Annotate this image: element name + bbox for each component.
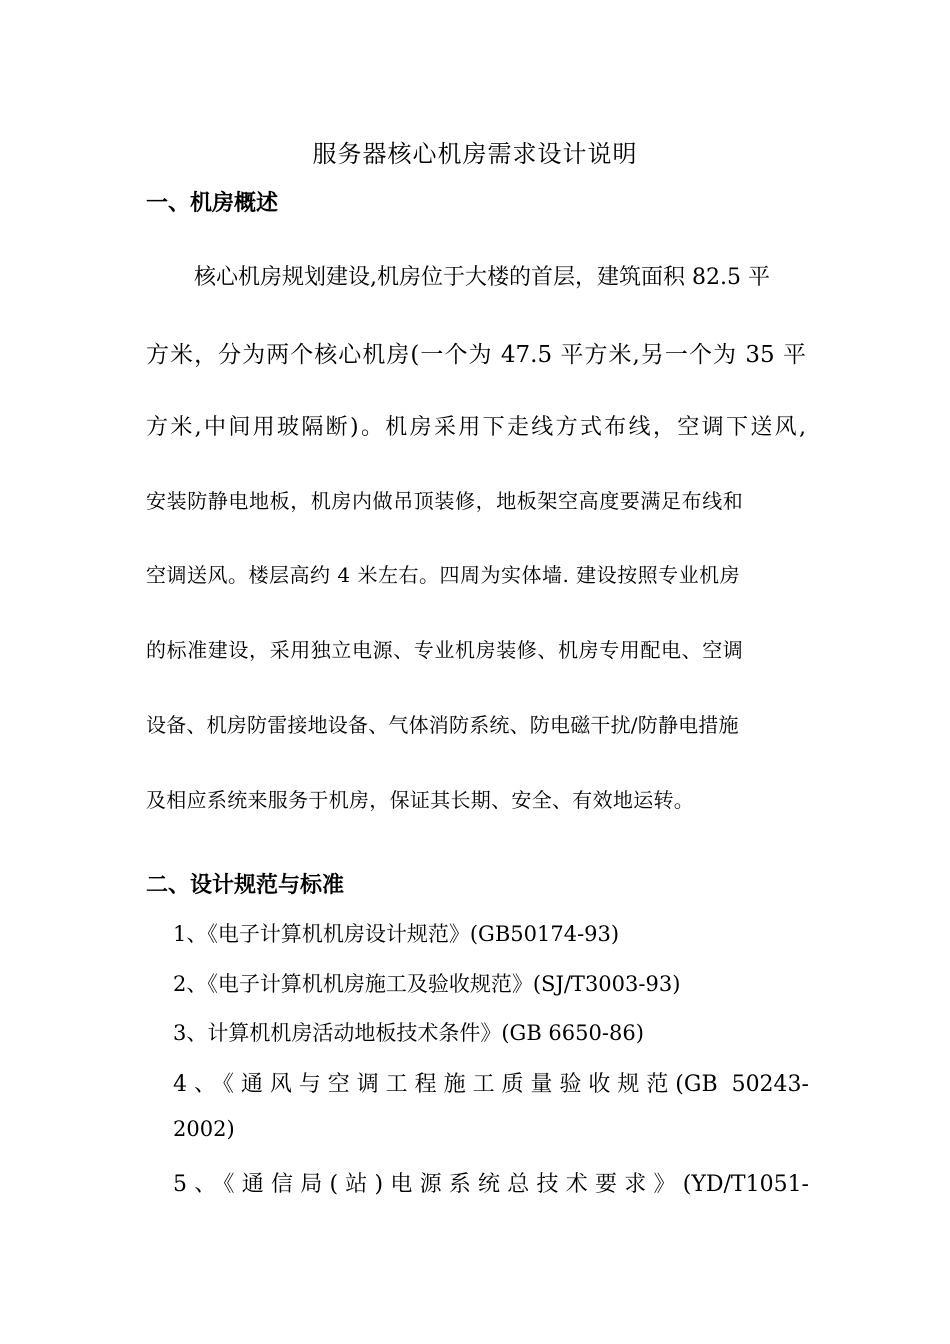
paragraph-line: 核心机房规划建设,机房位于大楼的首层，建筑面积 82.5 平 — [194, 265, 770, 290]
standard-list-item: 4、《通风与空调工程施工质量验收规范(GB 50243- — [173, 1072, 809, 1097]
document-title: 服务器核心机房需求设计说明 — [312, 140, 638, 168]
paragraph-line: 安装防静电地板，机房内做吊顶装修，地板架空高度要满足布线和 — [146, 489, 744, 513]
standard-list-item: 1、《电子计算机机房设计规范》(GB50174-93) — [173, 922, 620, 946]
section-heading-overview: 一、机房概述 — [146, 191, 279, 216]
section-heading-standards: 二、设计规范与标准 — [146, 873, 345, 898]
standard-list-item-continuation: 2002) — [173, 1117, 235, 1141]
paragraph-line: 方米,中间用玻隔断)。机房采用下走线方式布线，空调下送风, — [146, 415, 806, 440]
standard-list-item: 5、《通信局(站)电源系统总技术要求》(YD/T1051- — [173, 1172, 809, 1197]
paragraph-line: 空调送风。楼层高约 4 米左右。四周为实体墙. 建设按照专业机房 — [146, 563, 741, 587]
standard-list-item: 3、计算机机房活动地板技术条件》(GB 6650-86) — [173, 1021, 644, 1045]
paragraph-line: 设备、机房防雷接地设备、气体消防系统、防电磁干扰/防静电措施 — [146, 713, 739, 737]
paragraph-line: 方米，分为两个核心机房(一个为 47.5 平方米,另一个为 35 平 — [146, 342, 806, 368]
paragraph-line: 的标准建设，采用独立电源、专业机房装修、机房专用配电、空调 — [146, 638, 744, 662]
standard-list-item: 2、《电子计算机机房施工及验收规范》(SJ/T3003-93) — [173, 972, 681, 996]
paragraph-line: 及相应系统来服务于机房，保证其长期、安全、有效地运转。 — [146, 788, 695, 812]
